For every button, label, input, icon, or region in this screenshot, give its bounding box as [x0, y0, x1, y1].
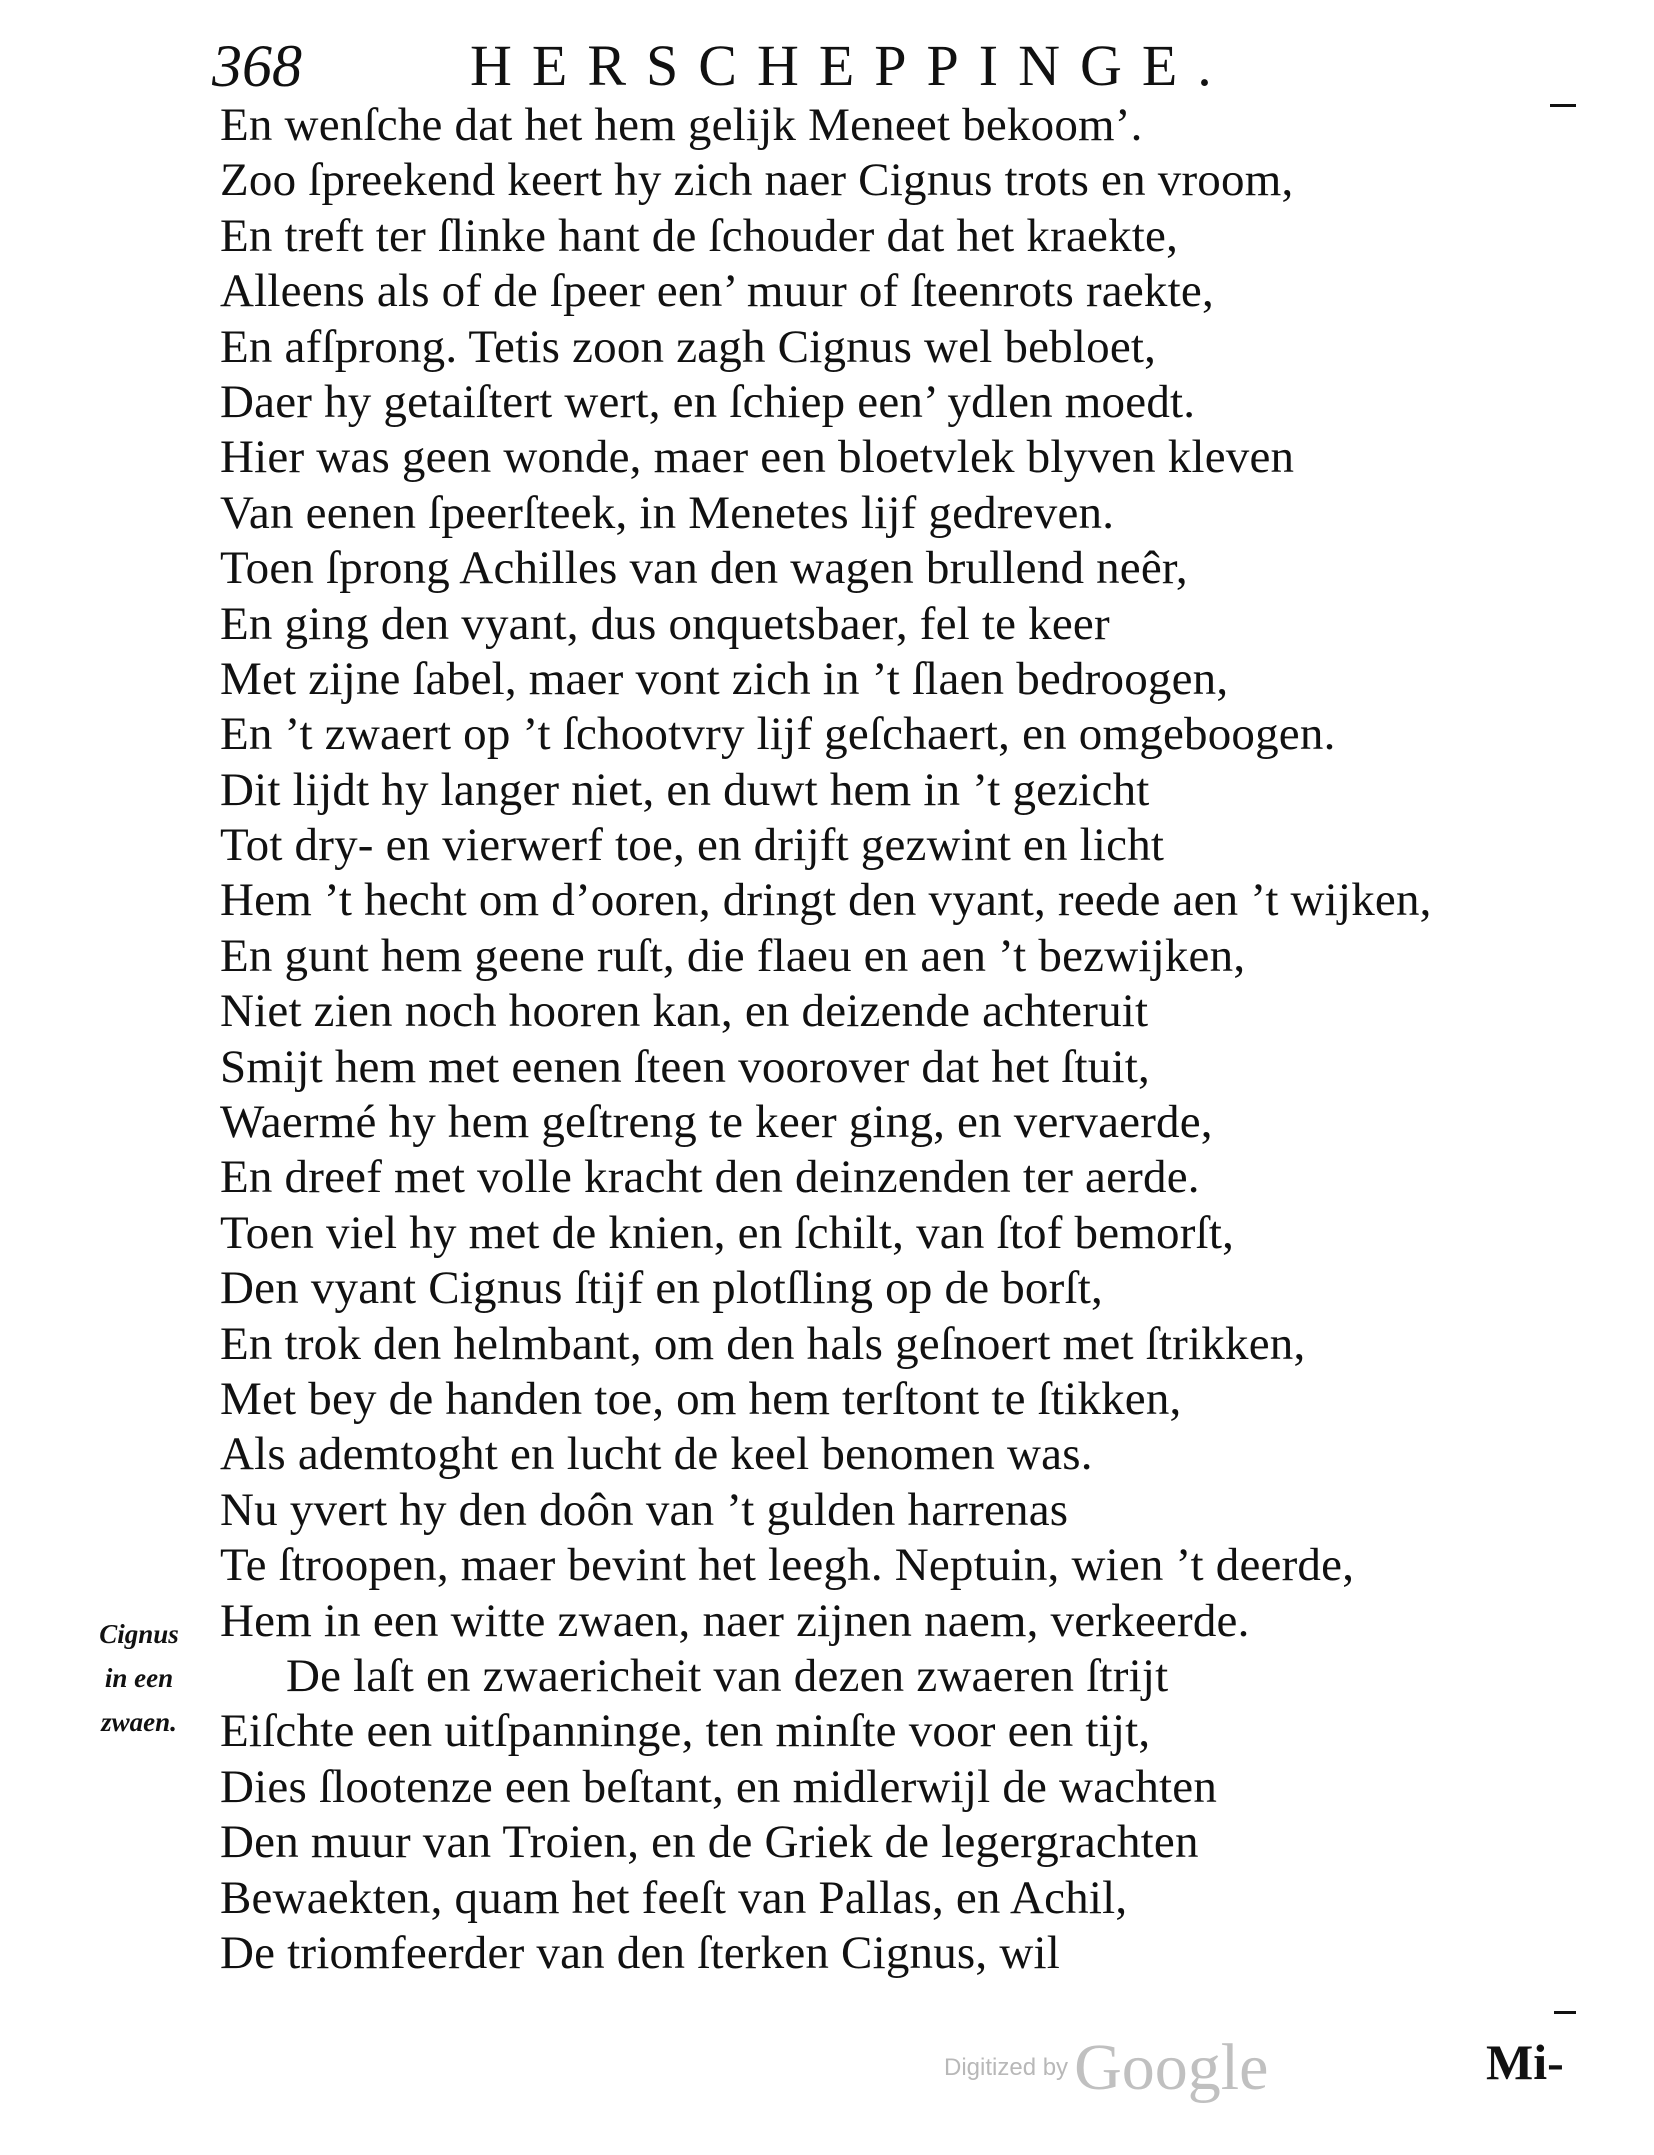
- digitization-watermark: [944, 2030, 1268, 2110]
- verse-line: Daer hy getaiſtert wert, en ſchiep een’ ydlen moedt.: [220, 375, 1196, 428]
- verse-line: Alleens als of de ſpeer een’ muur of ſteenrots raekte,: [220, 265, 1214, 318]
- margin-note: [74, 1612, 204, 1744]
- verse-line: Bewaekten, quam het feeſt van Pallas, en Achil,: [220, 1871, 1128, 1924]
- page-number: 368: [212, 33, 302, 99]
- margin-dash-mark: [1554, 2011, 1576, 2014]
- verse-line: En wenſche dat het hem gelijk Meneet bekoom’.: [220, 99, 1143, 151]
- verse-line: En ’t zwaert op ’t ſchootvry lijf geſchaert, en omgeboogen.: [220, 708, 1336, 761]
- watermark-prefix: Digitized by: [944, 2054, 1069, 2081]
- verse-line: Tot dry- en vierwerf toe, en drijft gezwint en licht: [220, 819, 1165, 872]
- verse-line: Hem in een witte zwaen, naer zijnen naem, verkeerde.: [220, 1594, 1250, 1647]
- verse-line: Eiſchte een uitſpanninge, ten minſte voor een tijt,: [220, 1705, 1151, 1758]
- verse-line: Waermé hy hem geſtreng te keer ging, en vervaerde,: [220, 1096, 1213, 1149]
- verse-line: Met zijne ſabel, maer vont zich in ’t ſlaen bedroogen,: [220, 652, 1229, 705]
- verse-text: [220, 98, 1600, 1981]
- page-header: [212, 26, 1352, 106]
- verse-line: Dies ſlootenze een beſtant, en midlerwijl de wachten: [220, 1760, 1218, 1813]
- catchword: Mi-: [1486, 2034, 1564, 2090]
- google-logo: Google: [1074, 2031, 1269, 2104]
- verse-line: Met bey de handen toe, om hem terſtont te ſtikken,: [220, 1372, 1182, 1425]
- margin-note-line: in een: [104, 1663, 174, 1693]
- running-title: HERSCHEPPINGE.: [470, 33, 1232, 98]
- verse-line: Niet zien noch hooren kan, en deizende achteruit: [220, 985, 1149, 1038]
- verse-line: Te ſtroopen, maer bevint het leegh. Neptuin, wien ’t deerde,: [220, 1539, 1355, 1592]
- verse-line: Den muur van Troien, en de Griek de legergrachten: [220, 1816, 1199, 1869]
- verse-line: Als ademtoght en lucht de keel benomen was.: [220, 1428, 1093, 1481]
- margin-dash-mark: [1550, 104, 1576, 107]
- verse-line: Smijt hem met eenen ſteen voorover dat het ſtuit,: [220, 1040, 1150, 1093]
- verse-line: En dreef met volle kracht den deinzenden ter aerde.: [220, 1151, 1200, 1204]
- verse-line: Hem ’t hecht om d’ooren, dringt den vyant, reede aen ’t wijken,: [220, 874, 1432, 927]
- verse-line: En trok den helmbant, om den hals geſnoert met ſtrikken,: [220, 1317, 1306, 1370]
- margin-note-line: zwaen.: [101, 1707, 177, 1737]
- verse-line: Den vyant Cignus ſtijf en plotſling op de borſt,: [220, 1262, 1103, 1315]
- verse-line: En treft ter ſlinke hant de ſchouder dat het kraekte,: [220, 209, 1179, 262]
- verse-line: De triomfeerder van den ſterken Cignus, wil: [220, 1926, 1060, 1979]
- verse-line: Van eenen ſpeerſteek, in Menetes lijf gedreven.: [220, 486, 1115, 539]
- verse-line: En afſprong. Tetis zoon zagh Cignus wel bebloet,: [220, 320, 1157, 373]
- verse-line: En gunt hem geene ruſt, die flaeu en aen ’t bezwijken,: [220, 929, 1246, 982]
- verse-line: Zoo ſpreekend keert hy zich naer Cignus trots en vroom,: [220, 154, 1294, 207]
- verse-line: Hier was geen wonde, maer een bloetvlek blyven kleven: [220, 431, 1295, 484]
- verse-line: Dit lijdt hy langer niet, en duwt hem in ’t gezicht: [220, 763, 1150, 816]
- verse-line: Toen ſprong Achilles van den wagen brullend neêr,: [220, 542, 1188, 595]
- verse-line-indented: De laſt en zwaericheit van dezen zwaeren ſtrijt: [286, 1649, 1169, 1702]
- verse-line: En ging den vyant, dus onquetsbaer, fel te keer: [220, 597, 1110, 650]
- verse-line: Nu yvert hy den doôn van ’t gulden harrenas: [220, 1483, 1069, 1536]
- margin-note-line: Cignus: [99, 1619, 179, 1649]
- verse-line: Toen viel hy met de knien, en ſchilt, van ſtof bemorſt,: [220, 1206, 1235, 1259]
